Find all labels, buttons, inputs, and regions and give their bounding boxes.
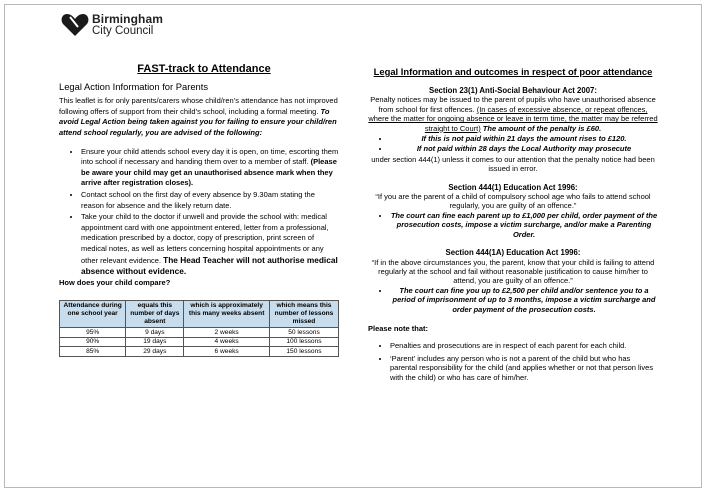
section-444a-text: “If in the above circumstances you, the parent, know that your child is failing to attend regularly at the school and fail without reasonable justification to cause him/her to attend, you are guilty of an offence.”: [371, 257, 655, 286]
table-row: 85% 29 days 6 weeks 150 lessons: [60, 347, 339, 357]
section-444a-list: [368, 286, 658, 314]
section-444a-heading: Section 444(1A) Education Act 1996:: [445, 248, 581, 258]
section-444-text: “If you are the parent of a child of compulsory school age who fails to attend school regularly, you are guilty of an offence.”: [375, 192, 651, 211]
right-column: [368, 66, 658, 385]
left-title: FAST-track to Attendance: [137, 63, 271, 75]
intro-bold: To avoid Legal Action being taken against you for failing to ensure your child/ren attend school regularly, you are advised of the following:: [59, 106, 337, 137]
advice-list: [59, 147, 339, 278]
heart-logo-icon: [61, 13, 89, 37]
list-item: • Contact school on the first day of every absence by 9.30am stating the reason for absence and the likely return date.: [81, 190, 339, 211]
table-header: which is approximately this many weeks absent: [184, 301, 270, 328]
section-444-list: [368, 211, 658, 239]
right-title: Legal Information and outcomes in respect of poor attendance: [373, 66, 653, 77]
table-header: which means this number of lessons missed: [269, 301, 338, 328]
list-item: • The court can fine you up to £2,500 per child and/or sentence you to a period of imprisonment of up to 3 months, impose a victim surcharge and order payment of the prosecution costs.: [390, 286, 658, 314]
list-item: • Take your child to the doctor if unwell and provide the school with: medical appointment card with one appointment entered, letter from a professional, medication prescribed by a doctor, copy of prescription, print screen of medical notes, as well as letters concerning hospital appointments or any other relevant evidence. The Head Teacher will not authorise medical absence without evidence.: [81, 212, 339, 278]
logo-line2: City Council: [92, 25, 154, 37]
section-23-heading: Section 23(1) Anti-Social Behaviour Act 2007:: [429, 86, 597, 95]
attendance-table: [59, 300, 339, 357]
section-23-list: [368, 134, 658, 154]
logo-line1: Birmingham: [92, 12, 164, 26]
left-column: [59, 64, 339, 357]
list-item: • The court can fine each parent up to £1,000 per child, order payment of the prosecution costs, impose a victim surcharge, and/or make a Parenting Order.: [390, 211, 658, 239]
list-item: • ‘Parent’ includes any person who is not a parent of the child but who has parental responsibility for the child (and applies whether or not that person lives with the child) or who has care of him/her.: [390, 354, 658, 382]
left-subtitle: Legal Action Information for Parents: [59, 80, 209, 92]
table-header: equals this number of days absent: [126, 301, 184, 328]
section-23-text: Penalty notices may be issued to the parent of pupils who have unauthorised absence from school for first offences. (In cases of excessive absence, or repeat offences, where the matter for ongoing absence or leave in term time, the matter may be referred straight to Court) The amount of the penalty is £60.: [368, 95, 658, 133]
list-item: • If this is not paid within 21 days the amount rises to £120.: [390, 134, 658, 143]
table-row: 90% 19 days 4 weeks 100 lessons: [60, 337, 339, 347]
intro-paragraph: [59, 96, 339, 138]
council-logo: [61, 13, 163, 37]
intro-plain: This leaflet is for only parents/carers whose child/ren’s attendance has not improved following offers of support from their child’s school, including a formal meeting.: [59, 96, 338, 116]
compare-question: How does your child compare?: [59, 277, 171, 287]
section-23-tail: under section 444(1) unless it comes to our attention that the penalty notice had been issued in error.: [371, 154, 655, 174]
notes-list: [368, 341, 658, 382]
section-444-heading: Section 444(1) Education Act 1996:: [448, 182, 578, 192]
list-item: • Ensure your child attends school every day it is open, on time, escorting them into school if necessary and handing them over to a member of staff. (Please be aware your child may get an unauthorised absence mark when they arrive after registration closes).: [81, 147, 339, 189]
table-row: 95% 9 days 2 weeks 50 lessons: [60, 328, 339, 338]
list-item: • If not paid within 28 days the Local Authority may prosecute: [390, 144, 658, 153]
list-item: • Penalties and prosecutions are in respect of each parent for each child.: [390, 341, 658, 350]
note-heading: Please note that:: [368, 323, 429, 333]
table-header: Attendance during one school year: [60, 301, 126, 328]
